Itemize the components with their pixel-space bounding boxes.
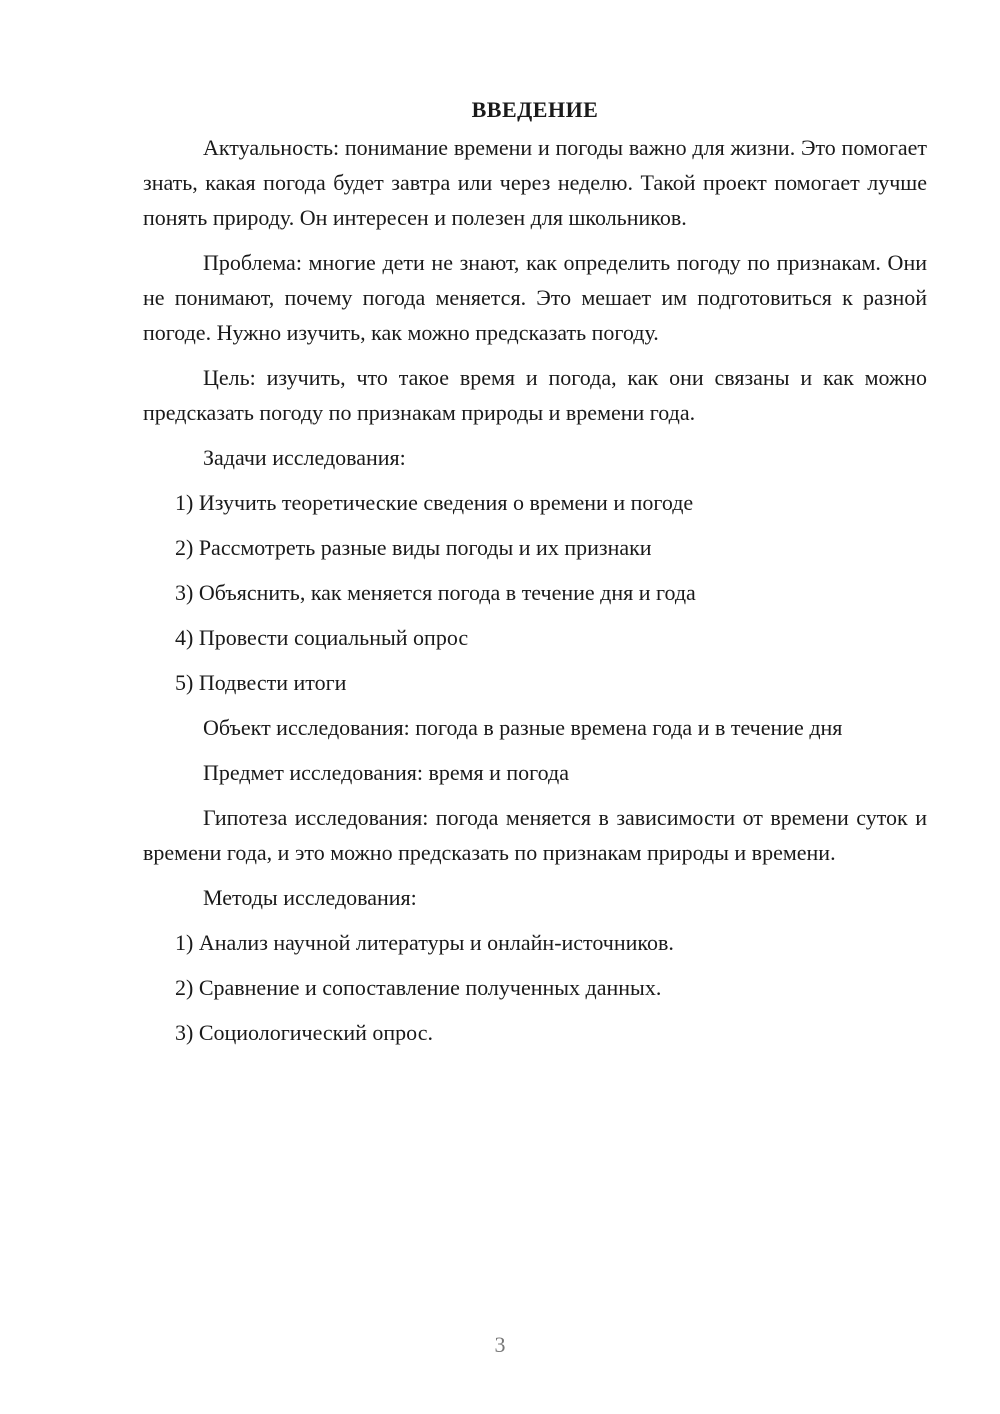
method-item: 2) Сравнение и сопоставление полученных данных. xyxy=(175,975,662,1000)
task-item: 4) Провести социальный опрос xyxy=(175,625,469,650)
tasks-title: Задачи исследования: xyxy=(203,445,406,470)
task-item: 5) Подвести итоги xyxy=(175,670,347,695)
hypothesis-paragraph: Гипотеза исследования: погода меняется в зависимости от времени суток и времени года, и это можно предсказать по признакам природы и времени. xyxy=(143,805,927,865)
page-number: 3 xyxy=(494,1332,506,1357)
research-subject: Предмет исследования: время и погода xyxy=(203,760,569,785)
goal-paragraph: Цель: изучить, что такое время и погода, как они связаны и как можно предсказать погоду по признакам природы и времени года. xyxy=(143,365,927,425)
task-item: 3) Объяснить, как меняется погода в течение дня и года xyxy=(175,580,696,605)
document-page xyxy=(143,92,927,1060)
problem-paragraph: Проблема: многие дети не знают, как определить погоду по признакам. Они не понимают, почему погода меняется. Это мешает им подготовиться к разной погоде. Нужно изучить, как можно предсказать погоду. xyxy=(143,250,927,345)
method-item: 1) Анализ научной литературы и онлайн-источников. xyxy=(175,930,674,955)
section-heading: ВВЕДЕНИЕ xyxy=(471,97,599,122)
research-object: Объект исследования: погода в разные времена года и в течение дня xyxy=(203,715,843,740)
methods-title: Методы исследования: xyxy=(203,885,417,910)
task-item: 2) Рассмотреть разные виды погоды и их признаки xyxy=(175,535,652,560)
method-item: 3) Социологический опрос. xyxy=(175,1020,433,1045)
relevance-paragraph: Актуальность: понимание времени и погоды важно для жизни. Это помогает знать, какая погода будет завтра или через неделю. Такой проект помогает лучше понять природу. Он интересен и полезен для школьников. xyxy=(143,135,927,230)
task-item: 1) Изучить теоретические сведения о времени и погоде xyxy=(175,490,694,515)
